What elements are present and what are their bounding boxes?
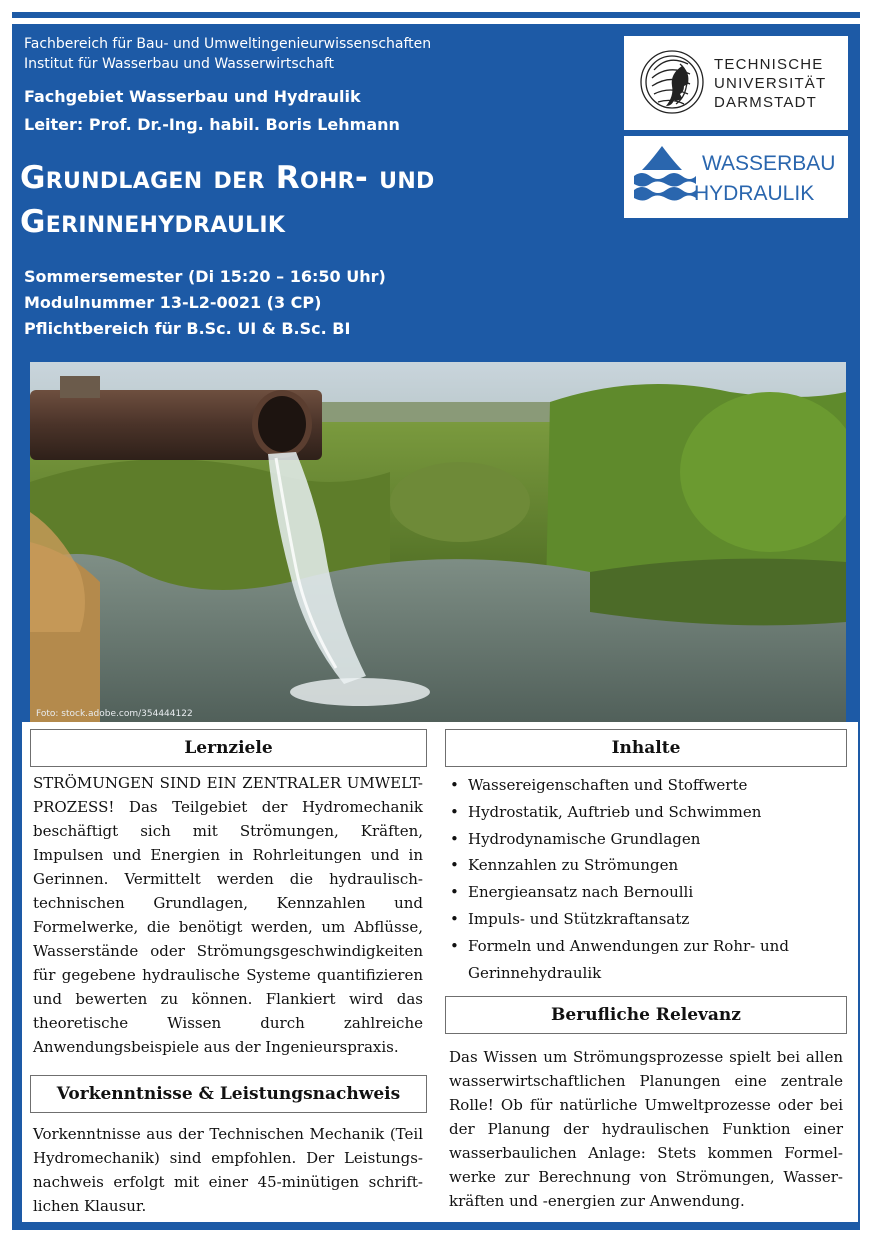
requirement-line: Pflichtbereich für B.Sc. UI & B.Sc. BI [24,319,351,338]
vorkenntnisse-text: Vorkenntnisse aus der Technischen Mechanik (Teil Hydromechanik) sind empfohlen. Der Leistungs-nachweis erfolgt mit einer 45-minütigen schrift-lichen Klausur. [33,1125,423,1215]
page-title [20,156,435,244]
relevanz-text: Das Wissen um Strömungsprozesse spielt bei allen wasserwirtschaftlichen Planungen eine zentrale Rolle! Ob für natürliche Umweltprozesse oder bei der Planung der hydraulischen Funktion einer wasserbaulichen Anlage: Stets kommen Formel-werke zur Berechnung von Strömungen, Wasser-kräften und -energien zur Anwendung. [449,1048,843,1210]
lernziele-text: STRÖMUNGEN SIND EIN ZENTRALER UMWELT-PROZESS! Das Teilgebiet der Hydromechanik beschäftigt sich mit Strömungen, Kräften, Impulsen und Energien in Rohrleitungen und in Gerinnen. Vermittelt werden die hydraulisch-technischen Grundlagen, Kennzahlen und Formelwerke, die benötigt werden, um Abflüsse, Wasserstände oder Strömungsgeschwindigkeiten für gegebene hydraulische Systeme quantifizieren und bewerten zu können. Flankiert wird das theoretische Wissen durch zahlreiche Anwendungsbeispiele aus der Ingenieurspraxis. [33,774,423,1056]
wasserbau-hydraulik-logo [624,136,848,218]
top-rule [12,12,860,18]
list-item: • Hydrostatik, Auftrieb und Schwimmen [448,799,844,826]
section-line: Fachgebiet Wasserbau und Hydraulik [24,87,361,106]
photo-credit: Foto: stock.adobe.com/354444122 [36,709,193,719]
water-drop-icon [624,136,848,218]
course-meta [24,264,386,342]
inhalte-heading: Inhalte [445,729,847,767]
head-line: Leiter: Prof. Dr.-Ing. habil. Boris Lehmann [24,115,400,134]
tu-darmstadt-logo [624,36,848,130]
module-number-line: Modulnummer 13-L2-0021 (3 CP) [24,293,322,312]
pipe-outflow-photo [30,362,846,722]
department-line: Fachbereich für Bau- und Umweltingenieurwissenschaften [24,36,432,52]
title-line-1: Grundlagen der Rohr- und [20,160,435,196]
relevanz-heading: Berufliche Relevanz [445,996,847,1034]
list-item: • Energieansatz nach Bernoulli [448,879,844,906]
list-item: • Wassereigenschaften und Stoffwerte [448,772,844,799]
wb-logo-line-2: HYDRAULIK [694,182,815,205]
title-line-2: Gerinnehydraulik [20,204,286,240]
list-item: • Kennzahlen zu Strömungen [448,852,844,879]
list-item: • Formeln und Anwendungen zur Rohr- und Gerinnehydraulik [448,933,844,987]
tu-logo-line-2: UNIVERSITÄT [714,75,827,92]
tu-logo-line-3: DARMSTADT [714,94,818,111]
semester-line: Sommersemester (Di 15:20 – 16:50 Uhr) [24,267,386,286]
athena-head-icon [624,36,848,130]
institute-line: Institut für Wasserbau und Wasserwirtschaft [24,56,335,72]
vorkenntnisse-heading: Vorkenntnisse & Leistungsnachweis [30,1075,427,1113]
list-item: • Impuls- und Stützkraftansatz [448,906,844,933]
inhalte-list [448,772,844,986]
lernziele-heading: Lernziele [30,729,427,767]
wb-logo-line-1: WASSERBAU [702,152,836,175]
tu-logo-line-1: TECHNISCHE [714,56,824,73]
list-item: • Hydrodynamische Grundlagen [448,826,844,853]
